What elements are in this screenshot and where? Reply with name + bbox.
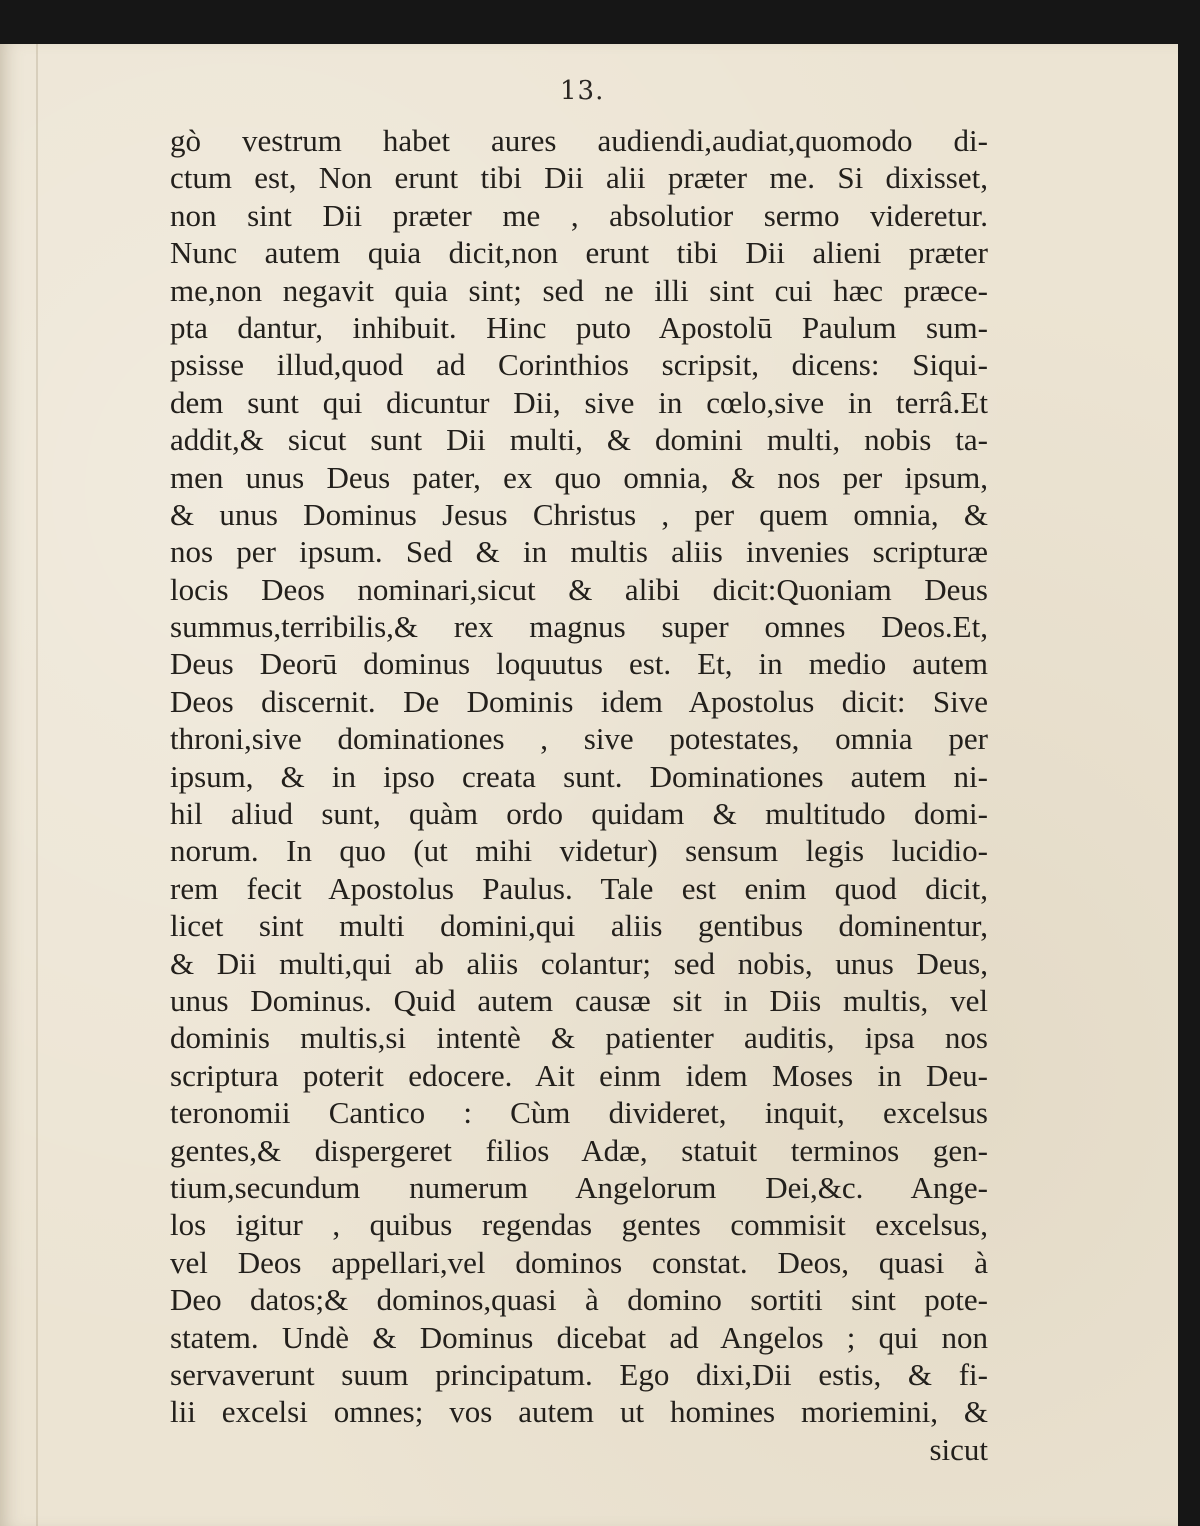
text-line-1: gò vestrum habet aures audiendi,audiat,quomodo di- [170,123,988,158]
text-line-19: hil aliud sunt, quàm ordo quidam & multitudo domi- [170,796,988,832]
text-line-18: ipsum, & in ipso creata sunt. Dominationes autem ni- [170,758,988,794]
text-line-10: men unus Deus pater, ex quo omnia, & nos per ipsum, [170,459,988,495]
page-number: 13. [560,76,605,106]
text-line-7: psisse illud,quod ad Corinthios scripsit, dicens: Siqui- [170,347,988,383]
text-line-3: non sint Dii præter me , absolutior sermo videretur. [170,197,988,233]
text-line-27: teronomii Cantico : Cùm divideret, inquit, excelsus [170,1095,988,1131]
text-line-24: unus Dominus. Quid autem causæ sit in Diis multis, vel [170,982,988,1018]
text-line-17: throni,sive dominationes , sive potestates, omnia per [170,721,988,757]
text-line-29: tium,secundum numerum Angelorum Dei,&c. Ange- [170,1169,988,1205]
text-line-21: rem fecit Apostolus Paulus. Tale est enim quod dicit, [170,870,988,906]
text-line-11: & unus Dominus Jesus Christus , per quem omnia, & [170,496,988,532]
text-line-15: Deus Deorū dominus loquutus est. Et, in medio autem [170,646,988,682]
text-line-23: & Dii multi,qui ab aliis colantur; sed nobis, unus Deus, [170,945,988,981]
text-line-25: dominis multis,si intentè & patienter auditis, ipsa nos [170,1020,988,1056]
text-line-34: servaverunt suum principatum. Ego dixi,Dii estis, & fi- [170,1356,988,1392]
text-line-16: Deos discernit. De Dominis idem Apostolus dicit: Sive [170,683,988,719]
text-line-2: ctum est, Non erunt tibi Dii alii præter me. Si dixisset, [170,160,988,196]
text-line-9: addit,& sicut sunt Dii multi, & domini multi, nobis ta- [170,422,988,458]
text-line-35: lii excelsi omnes; vos autem ut homines moriemini, & [170,1394,988,1430]
text-line-4: Nunc autem quia dicit,non erunt tibi Dii alieni præter [170,235,988,271]
text-line-6: pta dantur, inhibuit. Hinc puto Apostolū Paulum sum- [170,309,988,345]
text-line-30: los igitur , quibus regendas gentes commisit excelsus, [170,1207,988,1243]
catchword: sicut [929,1431,988,1467]
text-line-8: dem sunt qui dicuntur Dii, sive in cœlo,sive in terrâ.Et [170,384,988,420]
page-gutter [36,44,38,1526]
text-line-31: vel Deos appellari,vel dominos constat. Deos, quasi à [170,1244,988,1280]
text-line-32: Deo datos;& dominos,quasi à domino sortiti sint pote- [170,1282,988,1318]
text-line-20: norum. In quo (ut mihi videtur) sensum legis lucidio- [170,833,988,869]
book-page [0,44,1178,1526]
text-line-13: locis Deos nominari,sicut & alibi dicit:Quoniam Deus [170,571,988,607]
text-line-12: nos per ipsum. Sed & in multis aliis invenies scripturæ [170,534,988,570]
text-line-22: licet sint multi domini,qui aliis gentibus dominentur, [170,908,988,944]
text-line-26: scriptura poterit edocere. Ait einm idem Moses in Deu- [170,1057,988,1093]
body-text [170,122,988,1468]
text-line-28: gentes,& dispergeret filios Adæ, statuit terminos gen- [170,1132,988,1168]
text-line-33: statem. Undè & Dominus dicebat ad Angelos ; qui non [170,1319,988,1355]
text-line-5: me,non negavit quia sint; sed ne illi sint cui hæc præce- [170,272,988,308]
text-line-14: summus,terribilis,& rex magnus super omnes Deos.Et, [170,609,988,645]
